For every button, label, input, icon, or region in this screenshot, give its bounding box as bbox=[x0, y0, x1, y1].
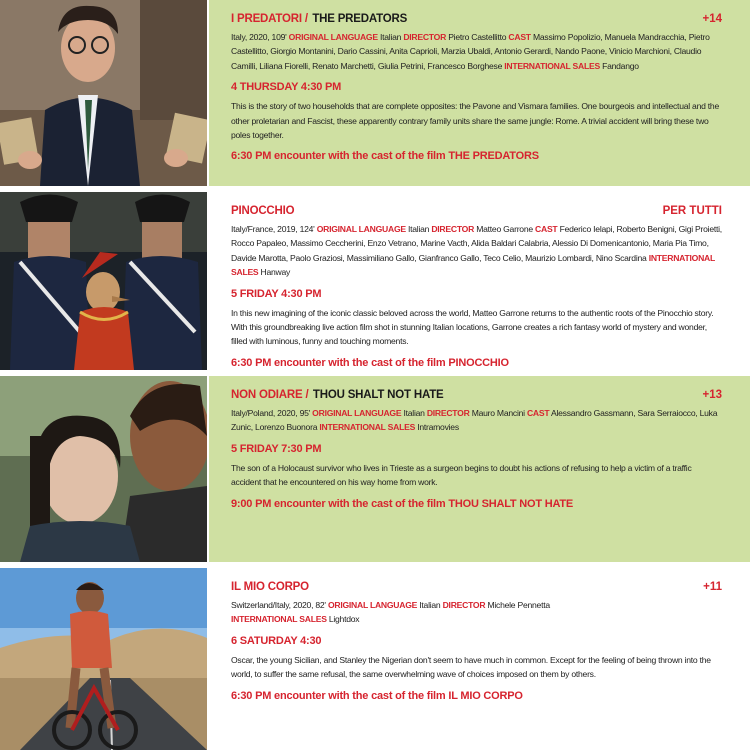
film-info-thou-shalt-not-hate bbox=[209, 376, 750, 562]
sales-value: Fandango bbox=[602, 60, 639, 71]
director-value: Pietro Castellitto bbox=[448, 32, 507, 42]
country-year-runtime: Italy/France, 2019, 124' bbox=[231, 224, 315, 234]
director-label: DIRECTOR bbox=[442, 600, 486, 610]
film-still-pinocchio bbox=[0, 192, 207, 370]
cast-label: CAST bbox=[535, 224, 558, 234]
encounter-note: 9:00 PM encounter with the cast of the film THOU SHALT NOT HATE bbox=[231, 497, 574, 510]
film-entry-il-mio-corpo bbox=[0, 568, 750, 750]
language-label: ORIGINAL LANGUAGE bbox=[288, 32, 378, 42]
director-value: Matteo Garrone bbox=[476, 224, 533, 234]
director-value: Michele Pennetta bbox=[487, 600, 550, 610]
sales-label: INTERNATIONAL SALES bbox=[319, 422, 416, 433]
screening-time: 5 FRIDAY 4:30 PM bbox=[231, 287, 322, 300]
cast-value: Massimo Popolizio, Manuela Mandracchia, Pietro Castellitto, Giorgio Montanini, Dario Cassini, Anita Caprioli, Marzia Ubaldi, Antonio Gerardi, Nando Paone, Vinicio Marchioni, Claudio Camilli, Liliana Fiorelli, Renato Marchetti, Giulia Petrini, Francesco Borghese bbox=[231, 32, 710, 71]
film-info-il-mio-corpo bbox=[209, 568, 750, 750]
director-label: DIRECTOR bbox=[426, 408, 470, 418]
film-entry-thou-shalt-not-hate bbox=[0, 376, 750, 562]
film-entry-pinocchio bbox=[0, 192, 750, 370]
film-still-thou-shalt-not-hate bbox=[0, 376, 207, 562]
director-value: Mauro Mancini bbox=[471, 408, 525, 418]
age-rating: +13 bbox=[702, 389, 722, 401]
encounter-note: 6:30 PM encounter with the cast of the film PINOCCHIO bbox=[231, 356, 509, 369]
director-label: DIRECTOR bbox=[431, 224, 475, 234]
country-year-runtime: Italy, 2020, 109' bbox=[231, 32, 287, 42]
film-title-row bbox=[231, 9, 722, 27]
sales-label: INTERNATIONAL SALES bbox=[231, 614, 327, 625]
language-label: ORIGINAL LANGUAGE bbox=[316, 224, 406, 234]
cast-value: Federico Ielapi, Roberto Benigni, Gigi Proietti, Rocco Papaleo, Massimo Ceccherini, Enzo Vetrano, Marine Vacth, Alida Baldari Calabria, Alessio Di Domenicantonio, Maria Pia Timo, Davide Marotta, Paolo Graziosi, Massimiliano Gallo, Gianfranco Gallo, Teco Celio, Maurizio Lombardi, Nino Scardina bbox=[231, 224, 722, 263]
film-info-predators bbox=[209, 0, 750, 186]
language-value: Italian bbox=[419, 600, 441, 610]
language-label: ORIGINAL LANGUAGE bbox=[327, 600, 418, 610]
language-label: ORIGINAL LANGUAGE bbox=[312, 408, 402, 418]
language-value: Italian bbox=[379, 32, 402, 42]
screening-time: 4 THURSDAY 4:30 PM bbox=[231, 81, 342, 94]
age-rating: PER TUTTI bbox=[662, 205, 722, 217]
country-year-runtime: Switzerland/Italy, 2020, 82' bbox=[231, 600, 326, 610]
synopsis: Oscar, the young Sicilian, and Stanley the Nigerian don't seem to have much in common. Except for the feeling of being thrown into the world, to suffer the same refusal, the same overwhelming wave of choices imposed on them by others. bbox=[231, 654, 711, 680]
director-label: DIRECTOR bbox=[403, 32, 447, 42]
language-value: Italian bbox=[408, 224, 430, 234]
sales-value: Intramovies bbox=[417, 422, 459, 433]
film-credits bbox=[231, 598, 722, 627]
film-title-row bbox=[231, 577, 722, 595]
film-title-original: IL MIO CORPO bbox=[231, 581, 309, 593]
film-info-pinocchio bbox=[209, 192, 750, 370]
sales-value: Lightdox bbox=[328, 614, 360, 625]
film-title-original: NON ODIARE / bbox=[231, 389, 309, 401]
synopsis: This is the story of two households that are complete opposites: the Pavone and Vismara families. One bourgeois and intellectual and the other proletarian and Fascist, these apparently contrary family units share the same jungle: Rome. A trivial accident will bring these two poles together. bbox=[231, 101, 719, 141]
encounter-note: 6:30 PM encounter with the cast of the film THE PREDATORS bbox=[231, 150, 539, 163]
cast-value: Alessandro Gassmann, Sara Serraiocco, Luka Zunic, Lorenzo Buonora bbox=[231, 408, 718, 433]
language-value: Italian bbox=[403, 408, 425, 418]
film-title-row bbox=[231, 385, 722, 403]
encounter-note: 6:30 PM encounter with the cast of the film IL MIO CORPO bbox=[231, 689, 523, 702]
film-entry-predators bbox=[0, 0, 750, 186]
film-title-original: PINOCCHIO bbox=[231, 205, 295, 217]
cast-label: CAST bbox=[508, 32, 531, 42]
screening-time: 5 FRIDAY 7:30 PM bbox=[231, 442, 322, 455]
film-title-english: THE PREDATORS bbox=[312, 13, 408, 25]
synopsis: The son of a Holocaust survivor who lives in Trieste as a surgeon begins to doubt his actions of refusing to help a victim of a traffic accident that he encountered on his way home from work. bbox=[231, 462, 692, 488]
film-credits bbox=[231, 222, 722, 280]
cast-label: CAST bbox=[526, 408, 550, 418]
sales-label: INTERNATIONAL SALES bbox=[231, 252, 715, 278]
film-title-row bbox=[231, 201, 722, 219]
synopsis: In this new imagining of the iconic classic beloved across the world, Matteo Garrone returns to the authentic roots of the Pinocchio story. With this groundbreaking live action film shot in stunning Italian locations, Garrone creates a rich fantasy world of mystery and wonder, filled with luminous, funny and touching moments. bbox=[231, 307, 714, 347]
film-title-original: I PREDATORI / bbox=[231, 13, 308, 25]
film-credits bbox=[231, 30, 722, 73]
film-still-predators bbox=[0, 0, 207, 186]
film-title-english: THOU SHALT NOT HATE bbox=[312, 389, 444, 401]
country-year-runtime: Italy/Poland, 2020, 95' bbox=[231, 408, 311, 418]
sales-label: INTERNATIONAL SALES bbox=[504, 60, 600, 71]
film-still-il-mio-corpo bbox=[0, 568, 207, 750]
sales-value: Hanway bbox=[260, 267, 291, 278]
film-credits bbox=[231, 406, 722, 435]
age-rating: +14 bbox=[702, 13, 722, 25]
screening-time: 6 SATURDAY 4:30 bbox=[231, 634, 322, 647]
age-rating: +11 bbox=[703, 581, 722, 593]
